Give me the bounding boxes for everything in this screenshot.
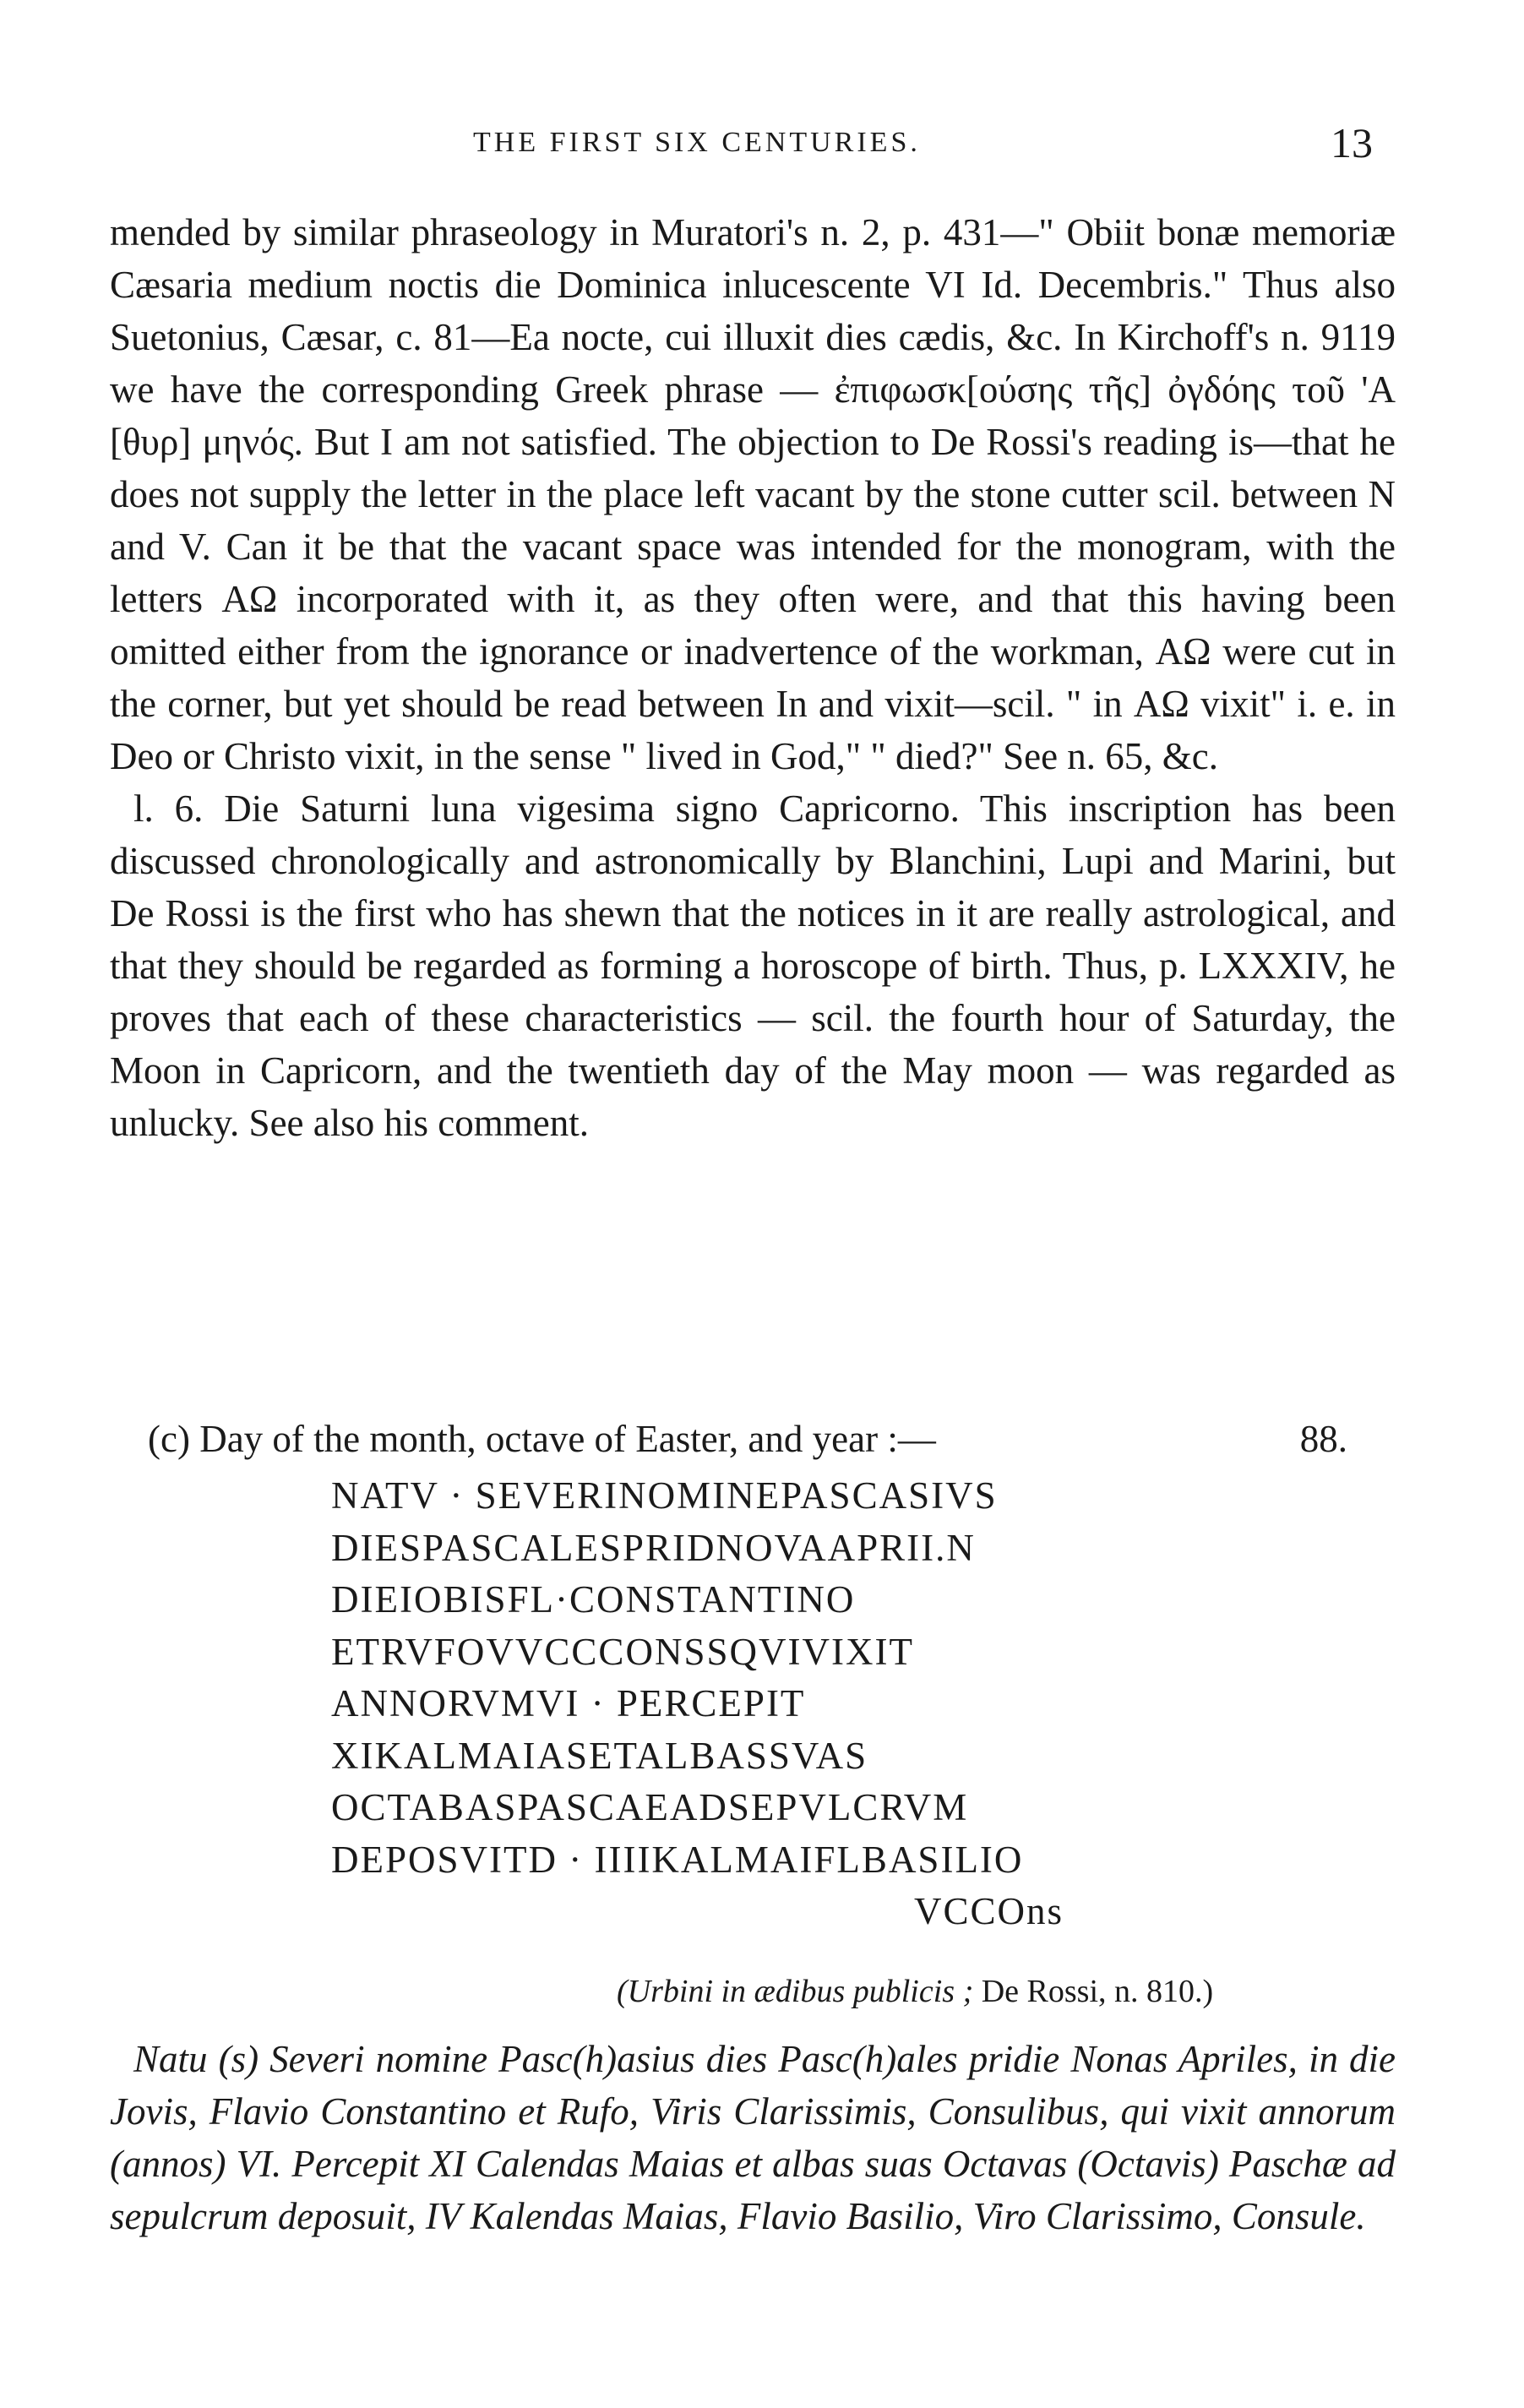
inscription-line: XIKALMAIASETALBASSVAS: [331, 1734, 868, 1777]
inscription-line: OCTABASPASCAEADSEPVLCRVM: [331, 1786, 969, 1828]
source-note-reference: De Rossi, n. 810.): [973, 1974, 1214, 2009]
inscription: [331, 1470, 1064, 1938]
inscription-line: ETRVFOVVCCCONSSQVIVIXIT: [331, 1630, 914, 1673]
paragraph-line-note: l. 6. Die Saturni luna vigesima signo Capricorno. This inscription has been discussed chronologically and astronomically by Blanchini, Lupi and Marini, but De Rossi is the first who has shewn that the notices in it are really astrological, and that they should be regarded as forming a horoscope of birth. Thus, p. LXXXIV, he proves that each of these characteristics — scil. the fourth hour of Saturday, the Moon in Capricorn, and the twentieth day of the May moon — was regarded as unlucky. See also his comment.: [110, 787, 1396, 1144]
inscription-line: DIEIOBISFL·CONSTANTINO: [331, 1578, 856, 1621]
inscription-line: DIESPASCALESPRIDNOVAAPRII.N: [331, 1526, 976, 1569]
example-heading-text: (c) Day of the month, octave of Easter, and year :—: [148, 1418, 936, 1460]
translation-text: Natu (s) Severi nomine Pasc(h)asius dies Pasc(h)ales pridie Nonas Apriles, in die Jovis, Flavio Constantino et Rufo, Viris Clarissimis, Consulibus, qui vixit annorum (annos) VI. Percepit XI Calendas Maias et albas suas Octavas (Octavis) Paschæ ad sepulcrum deposuit, IV Kalendas Maias, Flavio Basilio, Viro Clarissimo, Consule.: [110, 2038, 1396, 2237]
inscription-line: DEPOSVITD · IIIIKALMAIFLBASILIO: [331, 1838, 1024, 1881]
translation: [110, 2033, 1396, 2242]
example-number: 88.: [1299, 1418, 1347, 1460]
source-note: [617, 1970, 1213, 2013]
body-text: [110, 206, 1396, 1149]
source-note-location: (Urbini in ædibus publicis ;: [617, 1974, 974, 2009]
inscription-line: VCCOns: [914, 1890, 1064, 1932]
page-number: 13: [1331, 119, 1373, 166]
paragraph-continuation: mended by similar phraseology in Muratori's n. 2, p. 431—" Obiit bonæ memoriæ Cæsaria medium noctis die Dominica inlucescente VI Id. Decembris." Thus also Suetonius, Cæsar, c. 81—Ea nocte, cui illuxit dies cædis, &c. In Kirchoff's n. 9119 we have the corresponding Greek phrase — ἐπιφωσκ[ούσης τῆς] ὀγδόης τοῦ 'Α [θυρ] μηνός. But I am not satisfied. The objection to De Rossi's reading is—that he does not supply the letter in the place left vacant by the stone cutter scil. between N and V. Can it be that the vacant space was intended for the monogram, with the letters ΑΩ incorporated with it, as they often were, and that this having been omitted either from the ignorance or inadvertence of the workman, ΑΩ were cut in the corner, but yet should be read between In and vixit—scil. " in ΑΩ vixit" i. e. in Deo or Christo vixit, in the sense " lived in God," " died?" See n. 65, &c.: [110, 211, 1396, 777]
inscription-line: NATV · SEVERINOMINEPASCASIVS: [331, 1474, 998, 1517]
inscription-line: ANNORVMVI · PERCEPIT: [331, 1682, 806, 1724]
example-heading: [148, 1413, 1347, 1465]
running-head: THE FIRST SIX CENTURIES.: [473, 127, 921, 158]
